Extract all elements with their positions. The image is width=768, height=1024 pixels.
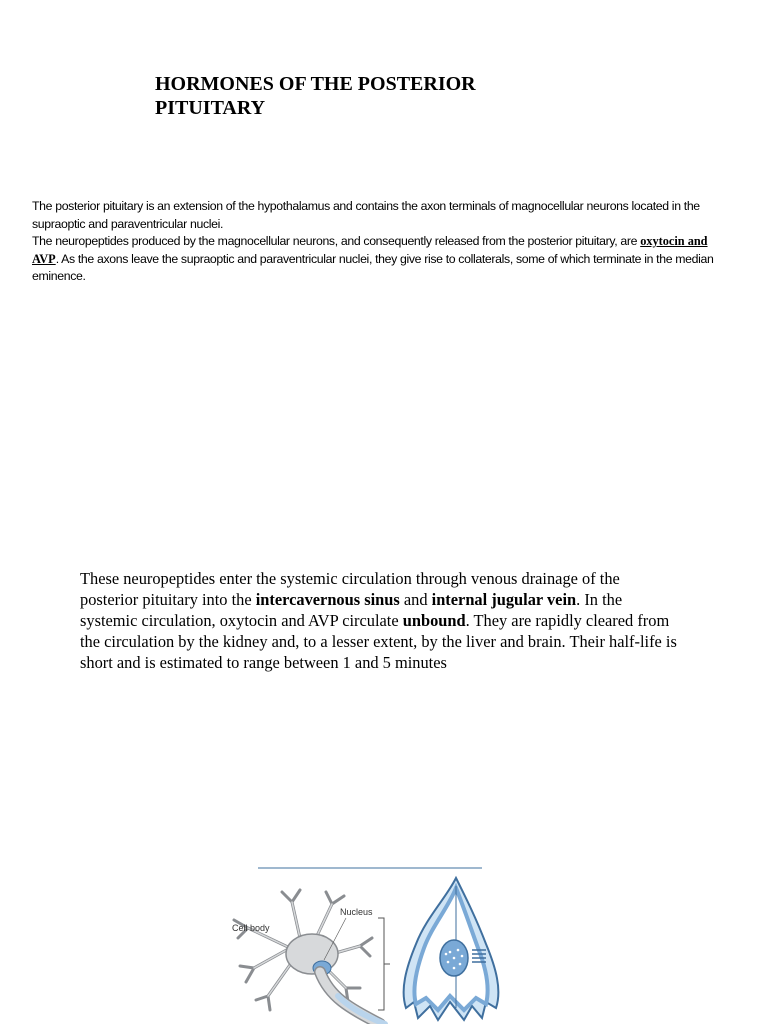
paragraph-part-1: These neuropeptides enter the systemic circulation through venous drainage of the posterior pituitary into the: [80, 569, 620, 609]
bracket: [378, 918, 390, 1010]
intro-emphasis-hormones: oxytocin and AVP: [32, 234, 708, 266]
neuron-illustration: [220, 858, 520, 1024]
intro-line-1: The posterior pituitary is an extension of the hypothalamus and contains the axon terminals of magnocellular neurons located in the supraoptic and paraventricular nuclei.: [32, 199, 700, 231]
paragraph-part-4: . They are rapidly cleared from the circulation by the kidney and, to a lesser extent, by the liver and brain. Their half-life is short and is estimated to range between 1 and 5 minutes: [80, 610, 677, 672]
circulation-paragraph: [80, 569, 680, 674]
paragraph-part-3: . In the systemic circulation, oxytocin and AVP circulate: [80, 589, 623, 630]
neuron-figure: [220, 858, 520, 1024]
paragraph-part-2: and: [399, 589, 432, 609]
intro-line-2-start: The neuropeptides produced by the magnocellular neurons, and consequently released from the posterior pituitary, are: [32, 234, 641, 249]
label-cell-body: Cell body: [232, 923, 270, 933]
page-title: HORMONES OF THE POSTERIOR PITUITARY: [155, 73, 476, 119]
paragraph-bold-jugular: internal jugular vein: [431, 589, 577, 609]
paragraph-bold-sinus: intercavernous sinus: [255, 589, 400, 609]
intro-paragraph: [32, 198, 722, 286]
paragraph-bold-unbound: unbound: [402, 610, 466, 630]
enlarged-cell: [404, 878, 499, 1020]
intro-line-2: [32, 233, 722, 286]
intro-line-2-end: . As the axons leave the supraoptic and paraventricular nuclei, they give rise to collaterals, some of which terminate in the median eminence.: [32, 251, 714, 284]
label-nucleus: Nucleus: [340, 907, 373, 917]
